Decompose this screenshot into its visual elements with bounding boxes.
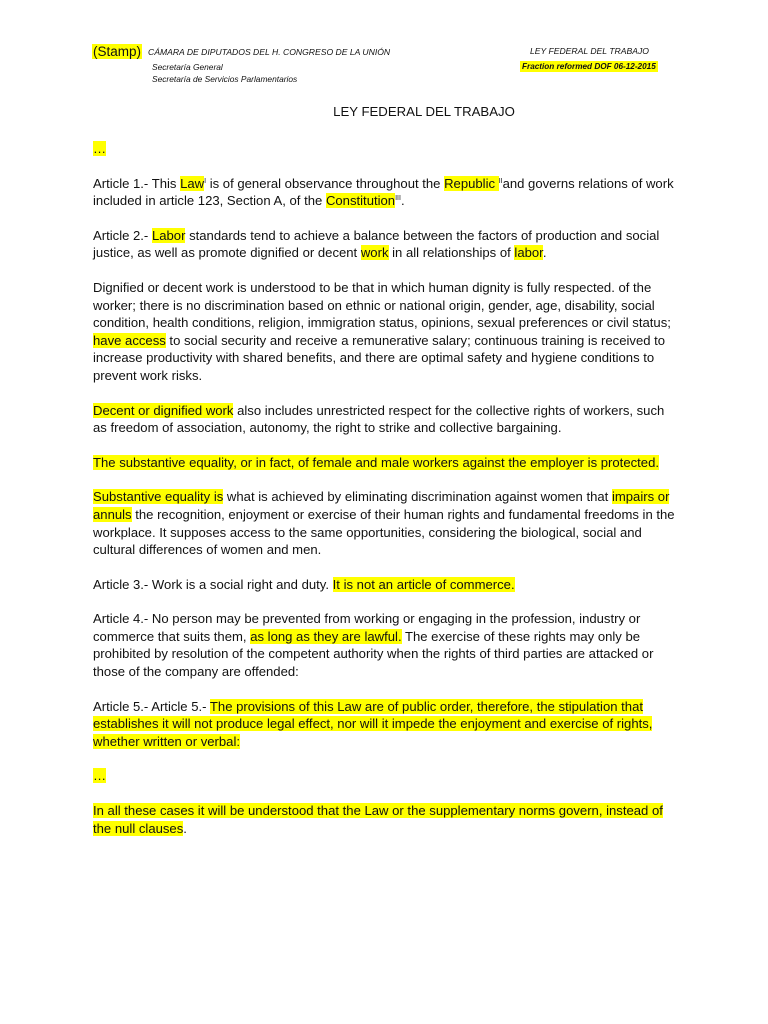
document-body — [93, 140, 675, 854]
article-2: Article 2.- Labor standards tend to achieve a balance between the factors of production and social justice, as well as promote dignified or decent work in all relationships of labor. — [93, 227, 660, 261]
article-3: Article 3.- Work is a social right and duty. It is not an article of commerce. — [93, 576, 515, 592]
secretaria-general: Secretaría General — [152, 62, 223, 72]
secretaria-servicios: Secretaría de Servicios Parlamentarios — [152, 74, 298, 84]
stamp-label: (Stamp) — [93, 44, 142, 59]
article-5: Article 5.- Article 5.- The provisions of this Law are of public order, therefore, the stipulation that establishes it will not produce legal effect, nor will it impede the enjoyment and exercise of rights, whether written or verbal: — [93, 698, 653, 749]
header-law-name: LEY FEDERAL DEL TRABAJO — [530, 46, 649, 56]
substantive-equality-protected: The substantive equality, or in fact, of female and male workers against the employer is protected. — [93, 454, 659, 470]
article-1: Article 1.- This Law$^I$ is of general observance throughout the Republic $^{II}$and governs relations of work included in article 123, Section A, of the Constitution$^{III}$. — [93, 175, 674, 209]
substantive-equality-definition: Substantive equality is what is achieved by eliminating discrimination against women that impairs or annuls the recognition, enjoyment or exercise of their human rights and fundamental freedoms in the workplace. It supposes access to the same opportunities, considering the biological, social and cultural differences of women and men. — [93, 489, 675, 558]
document-title: LEY FEDERAL DEL TRABAJO — [333, 104, 515, 119]
article-4: Article 4.- No person may be prevented from working or engaging in the profession, industry or commerce that suits them, as long as they are lawful. The exercise of these rights may only be prohibited by resolution of the competent authority when the rights of third parties are attacked or those of the company are offended: — [93, 611, 654, 680]
ellipsis-middle: … — [93, 768, 107, 784]
organization-name: CÁMARA DE DIPUTADOS DEL H. CONGRESO DE LA UNIÓN — [148, 47, 391, 57]
fraction-note: Fraction reformed DOF 06-12-2015 — [522, 62, 656, 71]
ellipsis-top: … — [93, 141, 107, 156]
dignified-work-paragraph: Dignified or decent work is understood to be that in which human dignity is fully respected. of the worker; there is no discrimination based on ethnic or national origin, gender, age, disability, social condition, health conditions, religion, immigration status, opinions, sexual preferences or civil status; have access to social security and receive a remunerative salary; continuous training is received to increase productivity with shared benefits, and there are optimal safety and hygiene conditions to prevent work risks. — [93, 279, 671, 383]
closing-paragraph: In all these cases it will be understood that the Law or the supplementary norms govern, instead of the null clauses. — [93, 803, 663, 836]
header-left — [92, 43, 390, 61]
decent-work-paragraph: Decent or dignified work also includes unrestricted respect for the collective rights of workers, such as freedom of association, autonomy, the right to strike and collective bargaining. — [93, 402, 665, 436]
